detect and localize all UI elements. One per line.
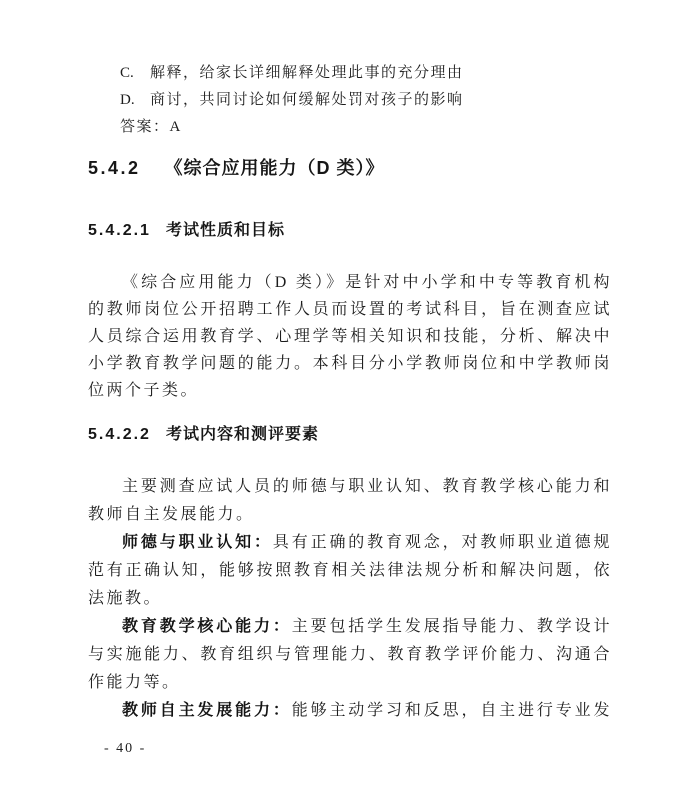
- paragraph-element-ethics: [88, 529, 612, 613]
- option-d-label: D.: [120, 92, 135, 108]
- subsection-heading-content: [88, 422, 612, 447]
- subsection-content-title: 考试内容和测评要素: [165, 426, 319, 443]
- option-d-text: 商讨，共同讨论如何缓解处罚对孩子的影响: [150, 92, 464, 108]
- option-c-label: C.: [120, 65, 134, 81]
- desc-teaching: 主要包括学生发展指导能力、教学设计与实施能力、教育组织与管理能力、教育教学评价能力、沟通合作能力等。: [88, 618, 612, 691]
- option-row-c: [120, 60, 612, 87]
- question-options-block: [120, 60, 612, 141]
- subsection-heading-nature: [88, 218, 612, 243]
- term-teaching: 教育教学核心能力：: [122, 618, 292, 635]
- desc-development: 能够主动学习和反思，自主进行专业发: [291, 702, 612, 719]
- paragraph-exam-nature: 《综合应用能力（D 类）》是针对中小学和中专等教育机构的教师岗位公开招聘工作人员而设置的考试科目，旨在测查应试人员综合运用教育学、心理学等相关知识和技能，分析、解决中小学教育教学问题的能力。本科目分小学教师岗位和中学教师岗位两个子类。: [88, 274, 612, 399]
- subsection-nature-number: 5.4.2.1: [88, 222, 151, 239]
- section-heading: [88, 155, 612, 181]
- option-c-text: 解释，给家长详细解释处理此事的充分理由: [150, 65, 464, 81]
- option-row-d: [120, 87, 612, 114]
- section-title: 《综合应用能力（D 类）》: [164, 158, 385, 178]
- paragraph-element-teaching: [88, 613, 612, 697]
- desc-ethics: 具有正确的教育观念，对教师职业道德规范有正确认知，能够按照教育相关法律法规分析和解决问题，依法施教。: [88, 534, 612, 607]
- paragraph-element-development: [88, 697, 612, 725]
- term-ethics: 师德与职业认知：: [122, 534, 273, 551]
- subsection-content-number: 5.4.2.2: [88, 426, 151, 443]
- page-content: [88, 60, 612, 725]
- section-number: 5.4.2: [88, 158, 141, 178]
- answer-line: 答案：A: [120, 119, 182, 135]
- paragraph-content-intro: 主要测查应试人员的师德与职业认知、教育教学核心能力和教师自主发展能力。: [88, 478, 612, 523]
- subsection-nature-title: 考试性质和目标: [165, 222, 285, 239]
- page-number: - 40 -: [104, 741, 147, 756]
- term-development: 教师自主发展能力：: [122, 702, 292, 719]
